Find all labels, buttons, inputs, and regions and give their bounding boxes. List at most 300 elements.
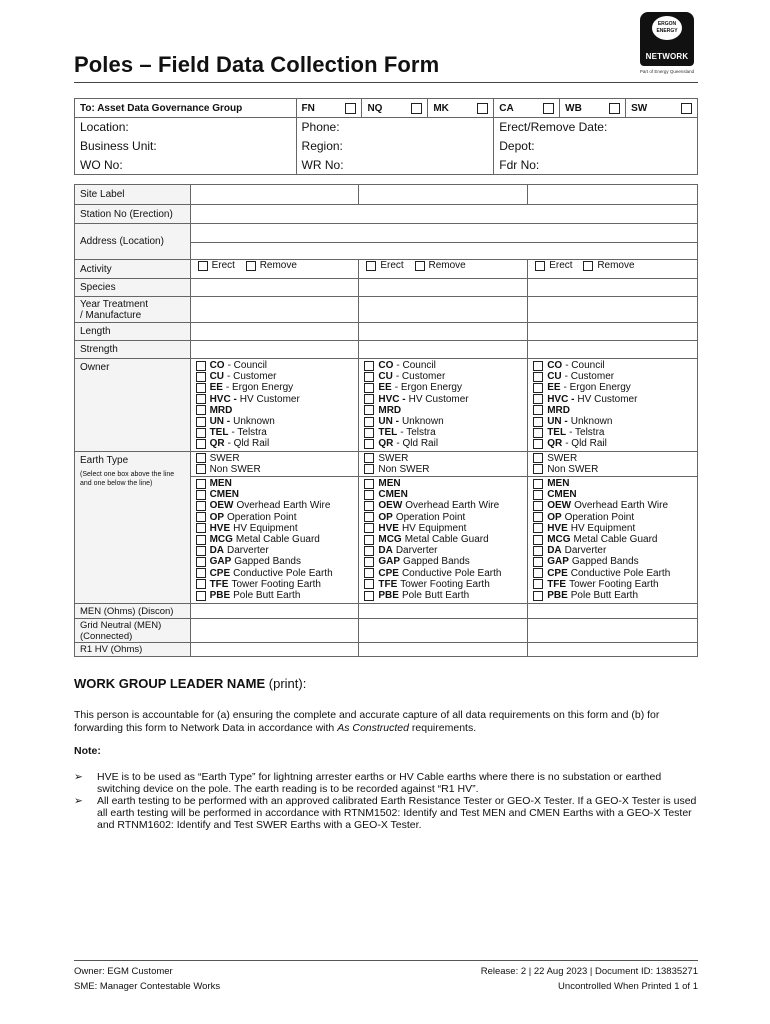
owner-option-desc: - Customer — [227, 371, 277, 383]
region-wb[interactable] — [560, 99, 626, 118]
earth-type-option[interactable] — [533, 568, 692, 579]
owner-option[interactable] — [196, 382, 354, 393]
earth-type-option-code: MEN — [378, 478, 401, 490]
earth-type-option[interactable] — [533, 556, 692, 567]
length-input-2[interactable] — [359, 323, 528, 341]
earth-type-label — [75, 451, 191, 603]
header-region-row — [75, 99, 698, 118]
earth-type-option-code: CPE — [378, 567, 399, 579]
remove-label: Remove — [428, 260, 466, 271]
owner-option[interactable] — [364, 371, 522, 382]
owner-option[interactable] — [364, 382, 522, 393]
owner-option-code: HVC - — [378, 393, 406, 405]
earth-type-option[interactable] — [364, 534, 522, 545]
strength-label: Strength — [75, 341, 191, 359]
owner-option-code: TEL — [209, 427, 229, 439]
earth-type-option[interactable] — [533, 534, 692, 545]
owner-option-code: CO — [209, 360, 225, 371]
earth-type-option-code: TFE — [378, 578, 398, 590]
earth-type-option-desc: SWER — [378, 452, 409, 464]
owner-option-code: EE — [209, 382, 223, 394]
owner-option-checkbox[interactable] — [533, 428, 543, 438]
owner-option[interactable] — [364, 438, 522, 449]
activity-cell-3 — [528, 260, 698, 279]
owner-option-checkbox[interactable] — [364, 372, 374, 382]
header-info-row — [75, 156, 698, 175]
earth-type-option[interactable] — [364, 579, 522, 590]
earth-type-option-code: MCG — [378, 534, 402, 546]
earth-type-option[interactable] — [196, 579, 354, 590]
earth-type-option-desc: Gapped Bands — [571, 556, 639, 568]
region-wb-label: WB — [565, 102, 582, 114]
header-info-row — [75, 137, 698, 156]
owner-option[interactable] — [533, 405, 692, 416]
address-input-1[interactable] — [190, 224, 697, 243]
activity-label: Activity — [75, 260, 191, 279]
site-label-input-1[interactable] — [190, 185, 359, 205]
wo-no-field[interactable]: WO No: — [75, 156, 297, 175]
year-treatment-input-2[interactable] — [359, 297, 528, 323]
region-sw-label: SW — [631, 102, 648, 114]
owner-option-checkbox[interactable] — [196, 439, 206, 449]
row-grid-neutral — [75, 619, 698, 643]
earth-type-option-desc: Overhead Earth Wire — [405, 500, 500, 512]
grid-neutral-input-2[interactable] — [359, 619, 528, 643]
owner-option-checkbox[interactable] — [196, 361, 206, 371]
owner-option-checkbox[interactable] — [196, 417, 206, 427]
owner-option-checkbox[interactable] — [533, 383, 543, 393]
earth-type-option-desc: Pole Butt Earth — [570, 590, 639, 602]
earth-type-option-code: OP — [547, 511, 562, 523]
footer-printed: Uncontrolled When Printed 1 of 1 — [558, 981, 698, 992]
men-ohms-input-2[interactable] — [359, 604, 528, 619]
owner-option-desc: - Telstra — [231, 427, 267, 439]
earth-type-option[interactable] — [196, 453, 354, 464]
earth-type-option-checkbox[interactable] — [196, 501, 206, 511]
activity-cell-1 — [190, 260, 359, 279]
header-info-row — [75, 118, 698, 137]
region-fn[interactable] — [296, 99, 362, 118]
title-divider — [74, 82, 698, 83]
earth-type-option-checkbox[interactable] — [196, 557, 206, 567]
activity-cell-2 — [359, 260, 528, 279]
earth-type-option-checkbox[interactable] — [196, 523, 206, 533]
earth-type-option[interactable] — [196, 512, 354, 523]
row-year-treatment — [75, 297, 698, 323]
owner-option-code: CU — [547, 371, 562, 383]
region-nq[interactable] — [362, 99, 428, 118]
earth-type-option[interactable] — [196, 523, 354, 534]
earth-type-option-code: GAP — [547, 556, 569, 568]
logo-tagline: Part of Energy Queensland — [639, 69, 695, 74]
grid-neutral-input-1[interactable] — [190, 619, 359, 643]
earth-type-option-checkbox[interactable] — [364, 535, 374, 545]
site-label-input-2[interactable] — [359, 185, 528, 205]
owner-option-checkbox[interactable] — [364, 417, 374, 427]
earth-type-option-desc: Conductive Pole Earth — [233, 567, 333, 579]
owner-option-checkbox[interactable] — [364, 394, 374, 404]
wr-no-field[interactable]: WR No: — [296, 156, 494, 175]
earth-type-option-checkbox[interactable] — [533, 579, 543, 589]
owner-option[interactable] — [196, 394, 354, 405]
owner-option-checkbox[interactable] — [533, 394, 543, 404]
earth-type-option-checkbox[interactable] — [364, 453, 374, 463]
earth-type-option-checkbox[interactable] — [533, 453, 543, 463]
earth-type-option-checkbox[interactable] — [364, 523, 374, 533]
earth-type-option[interactable] — [364, 453, 522, 464]
erect-remove-date-field[interactable]: Erect/Remove Date: — [494, 118, 698, 137]
owner-option-checkbox[interactable] — [196, 394, 206, 404]
earth-type-option[interactable] — [364, 512, 522, 523]
owner-option[interactable] — [533, 394, 692, 405]
owner-option-checkbox[interactable] — [364, 439, 374, 449]
earth-type-option[interactable] — [533, 464, 692, 475]
earth-type-option-desc: Tower Footing Earth — [400, 578, 490, 590]
earth-type-option-checkbox[interactable] — [196, 535, 206, 545]
men-ohms-input-1[interactable] — [190, 604, 359, 619]
ergon-network-logo — [638, 12, 696, 74]
earth-type-option-desc: Non SWER — [547, 463, 599, 475]
region-ca-checkbox[interactable] — [543, 103, 554, 114]
earth-type-option[interactable] — [196, 590, 354, 601]
owner-option-code: CU — [378, 371, 393, 383]
erect-checkbox[interactable] — [366, 261, 376, 271]
earth-type-option-code: CMEN — [378, 489, 408, 501]
owner-option-checkbox[interactable] — [533, 405, 543, 415]
owner-option-desc: - Ergon Energy — [225, 382, 294, 394]
earth-type-option-code: OP — [378, 511, 393, 523]
earth-type-option-checkbox[interactable] — [364, 546, 374, 556]
earth-type-option[interactable] — [196, 500, 354, 511]
earth-type-option[interactable] — [364, 523, 522, 534]
owner-option[interactable] — [533, 438, 692, 449]
note-item — [74, 795, 700, 831]
earth-type-option-checkbox[interactable] — [196, 546, 206, 556]
earth-type-option-desc: Gapped Bands — [234, 556, 301, 568]
owner-option-desc: - Telstra — [400, 427, 436, 439]
earth-type-option-desc: Tower Footing Earth — [569, 578, 659, 590]
owner-option[interactable] — [196, 371, 354, 382]
earth-type-note: (Select one box above the line and one below the line) — [80, 470, 175, 487]
earth-type-option-checkbox[interactable] — [196, 591, 206, 601]
owner-option[interactable] — [364, 427, 522, 438]
earth-type-option[interactable] — [533, 512, 692, 523]
r1-hv-input-1[interactable] — [190, 643, 359, 657]
owner-option[interactable] — [533, 371, 692, 382]
phone-field[interactable]: Phone: — [296, 118, 494, 137]
earth-type-option[interactable] — [196, 534, 354, 545]
r1-hv-input-3[interactable] — [528, 643, 698, 657]
owner-option-checkbox[interactable] — [196, 428, 206, 438]
earth-type-option-desc: HV Equipment — [401, 522, 467, 534]
earth-type-option-checkbox[interactable] — [533, 523, 543, 533]
earth-type-option-checkbox[interactable] — [364, 591, 374, 601]
earth-type-option[interactable] — [196, 545, 354, 556]
strength-input-2[interactable] — [359, 341, 528, 359]
length-label: Length — [75, 323, 191, 341]
owner-option-code: UN - — [209, 416, 231, 428]
year-treatment-input-3[interactable] — [528, 297, 698, 323]
owner-option-desc: - Council — [227, 360, 268, 371]
row-earth-type-above — [75, 451, 698, 476]
note-label: Note: — [74, 745, 101, 757]
earth-type-option[interactable] — [364, 590, 522, 601]
owner-option-checkbox[interactable] — [364, 361, 374, 371]
earth-type-option-checkbox[interactable] — [533, 479, 543, 489]
owner-option-checkbox[interactable] — [196, 383, 206, 393]
earth-below-options-3 — [528, 477, 698, 604]
owner-option[interactable] — [533, 360, 692, 371]
owner-option[interactable] — [364, 360, 522, 371]
header-table — [74, 98, 698, 175]
earth-type-option[interactable] — [196, 556, 354, 567]
earth-type-option-desc: Darverter — [564, 545, 607, 557]
earth-type-option-checkbox[interactable] — [364, 557, 374, 567]
earth-type-option[interactable] — [533, 453, 692, 464]
earth-type-option[interactable] — [364, 464, 522, 475]
owner-option-checkbox[interactable] — [196, 405, 206, 415]
earth-type-option[interactable] — [364, 478, 522, 489]
remove-checkbox[interactable] — [246, 261, 256, 271]
year-treatment-line-1: Year Treatment — [80, 298, 149, 310]
address-label: Address (Location) — [75, 224, 191, 260]
region-fn-checkbox[interactable] — [345, 103, 356, 114]
accountability-text-2: requirements. — [409, 722, 477, 734]
earth-type-option-code: MCG — [209, 534, 233, 546]
owner-option-desc: Unknown — [233, 416, 275, 428]
earth-type-option[interactable] — [533, 478, 692, 489]
earth-type-option-checkbox[interactable] — [196, 490, 206, 500]
earth-type-option-checkbox[interactable] — [196, 464, 206, 474]
earth-type-option-checkbox[interactable] — [364, 512, 374, 522]
earth-type-option-checkbox[interactable] — [533, 591, 543, 601]
earth-type-option-code: PBE — [547, 590, 568, 602]
earth-type-option-desc: Metal Cable Guard — [404, 534, 489, 546]
earth-above-options-2 — [359, 451, 528, 476]
region-field[interactable]: Region: — [296, 137, 494, 156]
region-nq-checkbox[interactable] — [411, 103, 422, 114]
earth-type-option-code: GAP — [209, 556, 232, 568]
earth-type-option-checkbox[interactable] — [196, 568, 206, 578]
erect-checkbox[interactable] — [535, 261, 545, 271]
owner-option[interactable] — [364, 405, 522, 416]
erect-label: Erect — [380, 260, 404, 271]
earth-type-option-checkbox[interactable] — [196, 579, 206, 589]
owner-option[interactable] — [196, 360, 354, 371]
earth-type-option[interactable] — [533, 500, 692, 511]
earth-type-option-code: MCG — [547, 534, 571, 546]
earth-type-option-checkbox[interactable] — [364, 490, 374, 500]
earth-type-option-checkbox[interactable] — [364, 579, 374, 589]
erect-checkbox[interactable] — [198, 261, 208, 271]
strength-input-1[interactable] — [190, 341, 359, 359]
earth-type-option[interactable] — [196, 568, 354, 579]
note-list — [74, 771, 700, 831]
owner-option-checkbox[interactable] — [533, 361, 543, 371]
row-men-ohms — [75, 604, 698, 619]
leader-suffix: (print): — [268, 676, 307, 691]
earth-type-option[interactable] — [364, 545, 522, 556]
year-treatment-input-1[interactable] — [190, 297, 359, 323]
earth-type-option-checkbox[interactable] — [196, 512, 206, 522]
earth-type-option-code: CMEN — [209, 489, 240, 501]
earth-type-option[interactable] — [533, 489, 692, 500]
owner-option[interactable] — [196, 438, 354, 449]
address-input-2[interactable] — [190, 243, 697, 260]
earth-type-option-checkbox[interactable] — [364, 464, 374, 474]
earth-type-option-desc: Conductive Pole Earth — [570, 567, 671, 579]
owner-option[interactable] — [196, 405, 354, 416]
earth-below-options-2 — [359, 477, 528, 604]
owner-option-code: CO — [547, 360, 563, 371]
earth-type-option-desc: Pole Butt Earth — [401, 590, 470, 602]
earth-type-option-checkbox[interactable] — [364, 479, 374, 489]
strength-input-3[interactable] — [528, 341, 698, 359]
earth-type-option-checkbox[interactable] — [196, 453, 206, 463]
earth-type-option-code: CPE — [547, 567, 568, 579]
region-sw[interactable] — [626, 99, 698, 118]
owner-option-desc: - Council — [565, 360, 605, 371]
owner-option-desc: - Telstra — [569, 427, 605, 439]
owner-option-checkbox[interactable] — [364, 383, 374, 393]
depot-field[interactable]: Depot: — [494, 137, 698, 156]
region-fn-label: FN — [301, 102, 315, 114]
row-species — [75, 279, 698, 297]
r1-hv-input-2[interactable] — [359, 643, 528, 657]
earth-type-option[interactable] — [196, 478, 354, 489]
earth-type-option[interactable] — [533, 579, 692, 590]
owner-option-desc: HV Customer — [408, 393, 469, 405]
earth-type-option-desc: Non SWER — [209, 463, 261, 475]
station-no-input[interactable] — [190, 205, 697, 224]
earth-type-option-checkbox[interactable] — [533, 568, 543, 578]
earth-type-option-checkbox[interactable] — [533, 490, 543, 500]
owner-option-checkbox[interactable] — [533, 372, 543, 382]
earth-type-option-checkbox[interactable] — [533, 464, 543, 474]
earth-type-option-checkbox[interactable] — [196, 479, 206, 489]
region-mk[interactable] — [428, 99, 494, 118]
earth-type-option-desc: Overhead Earth Wire — [574, 500, 669, 512]
earth-type-option-desc: Darverter — [227, 545, 269, 557]
owner-option[interactable] — [364, 416, 522, 427]
region-ca-label: CA — [499, 102, 514, 114]
earth-type-option-desc: Tower Footing Earth — [231, 578, 321, 590]
earth-type-option-code: TFE — [209, 578, 229, 590]
owner-option-desc: HV Customer — [577, 393, 638, 405]
earth-type-option[interactable] — [364, 489, 522, 500]
owner-option[interactable] — [364, 394, 522, 405]
remove-checkbox[interactable] — [415, 261, 425, 271]
erect-label: Erect — [211, 260, 235, 271]
earth-type-option-desc: Conductive Pole Earth — [401, 567, 502, 579]
earth-type-option[interactable] — [533, 590, 692, 601]
owner-option-code: TEL — [547, 427, 567, 439]
owner-option-desc: HV Customer — [239, 393, 300, 405]
owner-option-desc: - Customer — [395, 371, 446, 383]
species-input-2[interactable] — [359, 279, 528, 297]
owner-option[interactable] — [533, 416, 692, 427]
location-field[interactable]: Location: — [75, 118, 297, 137]
earth-type-option-checkbox[interactable] — [533, 557, 543, 567]
owner-option-code: MRD — [378, 404, 402, 416]
earth-type-option-code: CMEN — [547, 489, 577, 501]
fdr-no-field[interactable]: Fdr No: — [494, 156, 698, 175]
earth-type-option-code: DA — [378, 545, 393, 557]
earth-type-option-code: GAP — [378, 556, 401, 568]
men-ohms-label: MEN (Ohms) (Discon) — [75, 604, 191, 619]
earth-type-option[interactable] — [364, 500, 522, 511]
earth-type-option-desc: HV Equipment — [233, 522, 298, 534]
row-strength — [75, 341, 698, 359]
owner-option-checkbox[interactable] — [533, 417, 543, 427]
earth-type-option-desc: Darverter — [395, 545, 438, 557]
earth-type-option-code: PBE — [209, 590, 231, 602]
earth-type-option[interactable] — [533, 523, 692, 534]
earth-type-option-checkbox[interactable] — [533, 535, 543, 545]
region-sw-checkbox[interactable] — [681, 103, 692, 114]
species-input-3[interactable] — [528, 279, 698, 297]
earth-type-option[interactable] — [364, 556, 522, 567]
earth-type-option-desc: SWER — [209, 452, 240, 464]
owner-option[interactable] — [196, 427, 354, 438]
length-input-3[interactable] — [528, 323, 698, 341]
species-input-1[interactable] — [190, 279, 359, 297]
earth-type-option-checkbox[interactable] — [533, 512, 543, 522]
remove-checkbox[interactable] — [583, 261, 593, 271]
earth-type-option[interactable] — [196, 489, 354, 500]
earth-type-option-checkbox[interactable] — [533, 501, 543, 511]
earth-type-option[interactable] — [533, 545, 692, 556]
logo-badge — [640, 12, 694, 66]
earth-type-option[interactable] — [364, 568, 522, 579]
earth-type-option-checkbox[interactable] — [533, 546, 543, 556]
footer-sme: SME: Manager Contestable Works — [74, 981, 221, 992]
owner-option-checkbox[interactable] — [533, 439, 543, 449]
note-item-text: HVE is to be used as “Earth Type” for lightning arrester earths or HV Cable earths where there is no substation or earthed switching device on the pole. The earth reading is to be recorded against “R1 HV”. — [97, 771, 662, 795]
owner-option-code: MRD — [209, 404, 233, 416]
remove-label: Remove — [259, 260, 297, 271]
grid-neutral-input-3[interactable] — [528, 619, 698, 643]
earth-type-option-desc: Metal Cable Guard — [235, 534, 320, 546]
owner-option-checkbox[interactable] — [364, 428, 374, 438]
grid-neutral-label: Grid Neutral (MEN) (Connected) — [75, 619, 191, 643]
arrow-bullet-icon: ➢ — [74, 771, 83, 783]
region-wb-checkbox[interactable] — [609, 103, 620, 114]
owner-option[interactable] — [533, 427, 692, 438]
owner-option-code: HVC - — [547, 393, 575, 405]
earth-type-option[interactable] — [196, 464, 354, 475]
owner-option[interactable] — [533, 382, 692, 393]
r1-hv-label: R1 HV (Ohms) — [75, 643, 191, 657]
men-ohms-input-3[interactable] — [528, 604, 698, 619]
business-unit-field[interactable]: Business Unit: — [75, 137, 297, 156]
site-label-input-3[interactable] — [528, 185, 698, 205]
footer-release: Release: 2 | 22 Aug 2023 | Document ID: 13835271 — [480, 966, 698, 977]
owner-option-code: QR — [209, 438, 225, 450]
footer-owner: Owner: EGM Customer — [74, 966, 173, 977]
earth-type-option-checkbox[interactable] — [364, 501, 374, 511]
region-ca[interactable] — [494, 99, 560, 118]
remove-label: Remove — [597, 260, 635, 271]
region-mk-checkbox[interactable] — [477, 103, 488, 114]
owner-option[interactable] — [196, 416, 354, 427]
owner-option-checkbox[interactable] — [196, 372, 206, 382]
footer-right — [481, 964, 698, 994]
earth-type-option-desc: Metal Cable Guard — [573, 534, 658, 546]
length-input-1[interactable] — [190, 323, 359, 341]
owner-option-checkbox[interactable] — [364, 405, 374, 415]
earth-type-option-checkbox[interactable] — [364, 568, 374, 578]
